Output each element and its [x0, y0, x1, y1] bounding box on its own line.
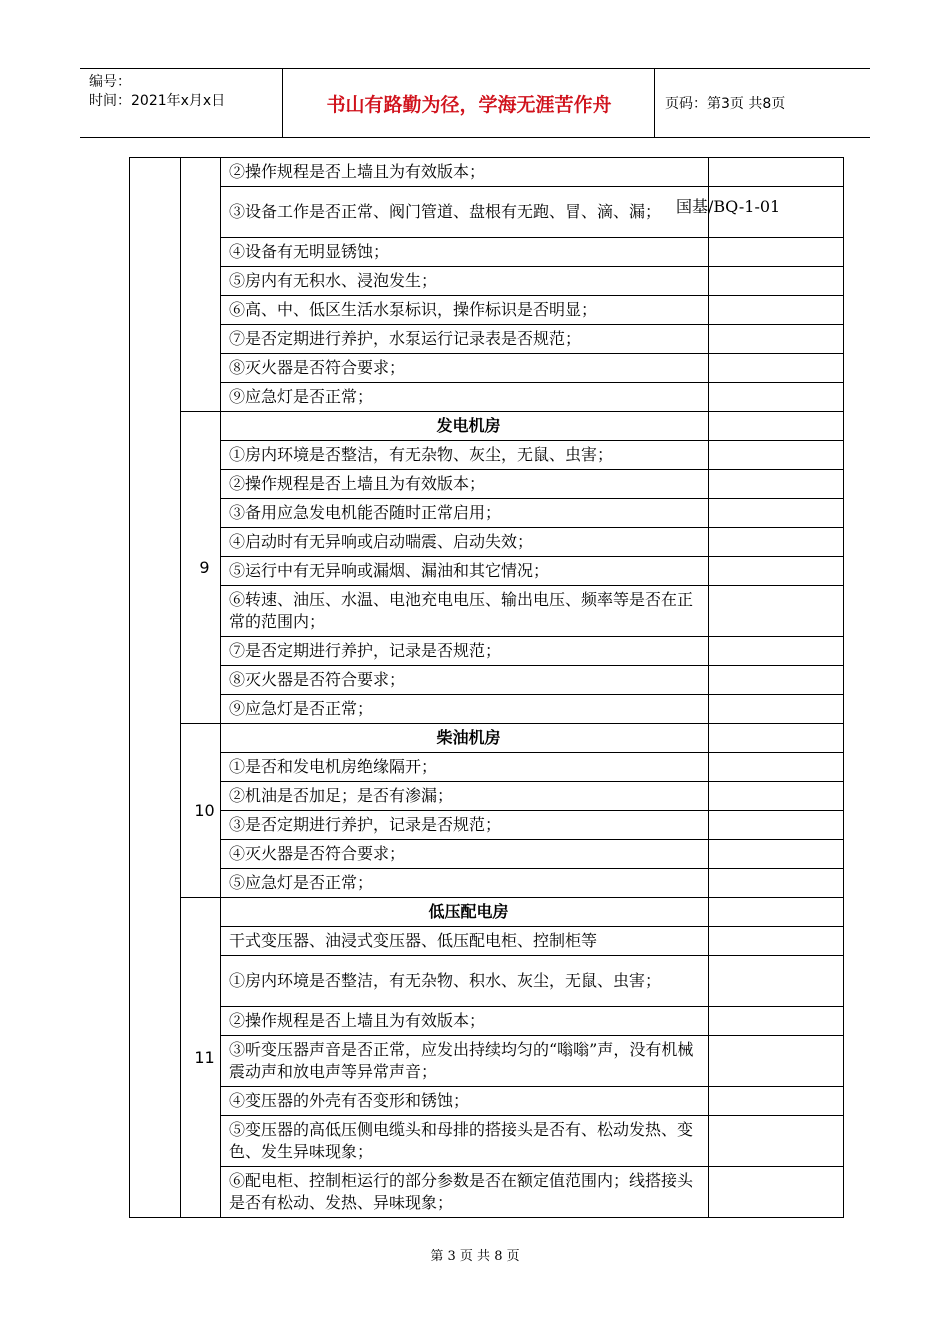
check-item: ⑤运行中有无异响或漏烟、漏油和其它情况； [221, 557, 709, 586]
document-code: 国基/BQ-1-01 [676, 197, 781, 216]
check-item: ④灭火器是否符合要求； [221, 840, 709, 869]
result-cell [709, 499, 844, 528]
table-row [130, 1167, 844, 1218]
table-row [130, 1087, 844, 1116]
result-cell [709, 528, 844, 557]
section-title: 低压配电房 [221, 898, 709, 927]
result-cell [709, 296, 844, 325]
motto: 书山有路勤为径，学海无涯苦作舟 [284, 69, 655, 137]
check-item: ①房内环境是否整洁，有无杂物、灰尘，无鼠、虫害； [221, 441, 709, 470]
checklist-table [129, 157, 844, 1218]
group-number-cell [181, 158, 221, 412]
table-row [130, 586, 844, 637]
table-row [130, 724, 844, 753]
table-row [130, 158, 844, 187]
group-number-cell: 11 [181, 898, 221, 1218]
result-cell [709, 470, 844, 499]
table-row [130, 557, 844, 586]
group-number-cell: 9 [181, 412, 221, 724]
time-label: 时间：2021年x月x日 [89, 93, 226, 109]
result-cell [709, 637, 844, 666]
check-item: ⑤变压器的高低压侧电缆头和母排的搭接头是否有、松动发热、变色、发生异味现象； [221, 1116, 709, 1167]
table-row [130, 956, 844, 1007]
check-item: ③设备工作是否正常、阀门管道、盘根有无跑、冒、滴、漏； [221, 187, 709, 238]
result-cell [709, 898, 844, 927]
table-row [130, 1036, 844, 1087]
table-row [130, 296, 844, 325]
check-item: ③备用应急发电机能否随时正常启用； [221, 499, 709, 528]
check-item: ②机油是否加足；是否有渗漏； [221, 782, 709, 811]
result-cell [709, 267, 844, 296]
table-row [130, 637, 844, 666]
table-row [130, 528, 844, 557]
check-item: ⑨应急灯是否正常； [221, 383, 709, 412]
page-footer: 第 3 页 共 8 页 [430, 1249, 520, 1264]
category-cell [130, 158, 181, 1218]
table-row [130, 927, 844, 956]
result-cell [709, 753, 844, 782]
result-cell [709, 557, 844, 586]
result-cell [709, 1087, 844, 1116]
check-item: ⑦是否定期进行养护，水泵运行记录表是否规范； [221, 325, 709, 354]
result-cell [709, 383, 844, 412]
table-row [130, 499, 844, 528]
result-cell [709, 325, 844, 354]
table-row [130, 383, 844, 412]
result-cell [709, 956, 844, 1007]
page-label: 页码：第3页 共8页 [665, 96, 786, 112]
table-row [130, 267, 844, 296]
result-cell [709, 1036, 844, 1087]
check-item: ⑨应急灯是否正常； [221, 695, 709, 724]
check-item: 干式变压器、油浸式变压器、低压配电柜、控制柜等 [221, 927, 709, 956]
result-cell [709, 927, 844, 956]
result-cell [709, 412, 844, 441]
check-item: ①是否和发电机房绝缘隔开； [221, 753, 709, 782]
result-cell [709, 441, 844, 470]
result-cell [709, 1167, 844, 1218]
table-row [130, 666, 844, 695]
result-cell [709, 1007, 844, 1036]
check-item: ①房内环境是否整洁，有无杂物、积水、灰尘，无鼠、虫害； [221, 956, 709, 1007]
result-cell [709, 869, 844, 898]
check-item: ⑤房内有无积水、浸泡发生； [221, 267, 709, 296]
result-cell [709, 158, 844, 187]
table-row [130, 695, 844, 724]
section-title: 柴油机房 [221, 724, 709, 753]
table-row [130, 325, 844, 354]
table-row [130, 1116, 844, 1167]
table-row [130, 470, 844, 499]
result-cell [709, 354, 844, 383]
check-item: ④设备有无明显锈蚀； [221, 238, 709, 267]
result-cell [709, 666, 844, 695]
table-row [130, 412, 844, 441]
check-item: ②操作规程是否上墙且为有效版本； [221, 1007, 709, 1036]
check-item: ②操作规程是否上墙且为有效版本； [221, 158, 709, 187]
table-row [130, 753, 844, 782]
check-item: ③是否定期进行养护，记录是否规范； [221, 811, 709, 840]
table-row [130, 840, 844, 869]
table-row [130, 898, 844, 927]
check-item: ⑤应急灯是否正常； [221, 869, 709, 898]
check-item: ⑧灭火器是否符合要求； [221, 354, 709, 383]
table-row [130, 354, 844, 383]
check-item: ③听变压器声音是否正常，应发出持续均匀的“嗡嗡”声，没有机械震动声和放电声等异常声音； [221, 1036, 709, 1087]
number-label: 编号： [89, 74, 131, 90]
result-cell [709, 782, 844, 811]
result-cell [709, 724, 844, 753]
check-item: ⑥配电柜、控制柜运行的部分参数是否在额定值范围内；线搭接头是否有松动、发热、异味现象； [221, 1167, 709, 1218]
table-row [130, 1007, 844, 1036]
result-cell [709, 811, 844, 840]
check-item: ④变压器的外壳有否变形和锈蚀； [221, 1087, 709, 1116]
check-item: ⑥转速、油压、水温、电池充电电压、输出电压、频率等是否在正常的范围内； [221, 586, 709, 637]
header-meta [80, 69, 283, 137]
table-row [130, 782, 844, 811]
check-item: ②操作规程是否上墙且为有效版本； [221, 470, 709, 499]
table-row [130, 441, 844, 470]
check-item: ⑦是否定期进行养护，记录是否规范； [221, 637, 709, 666]
check-item: ④启动时有无异响或启动喘震、启动失效； [221, 528, 709, 557]
group-number-cell: 10 [181, 724, 221, 898]
page-header [80, 68, 870, 138]
section-title: 发电机房 [221, 412, 709, 441]
check-item: ⑧灭火器是否符合要求； [221, 666, 709, 695]
table-row [130, 811, 844, 840]
table-row [130, 869, 844, 898]
table-row [130, 238, 844, 267]
result-cell [709, 238, 844, 267]
check-item: ⑥高、中、低区生活水泵标识，操作标识是否明显； [221, 296, 709, 325]
result-cell [709, 695, 844, 724]
result-cell [709, 1116, 844, 1167]
result-cell [709, 840, 844, 869]
result-cell [709, 586, 844, 637]
